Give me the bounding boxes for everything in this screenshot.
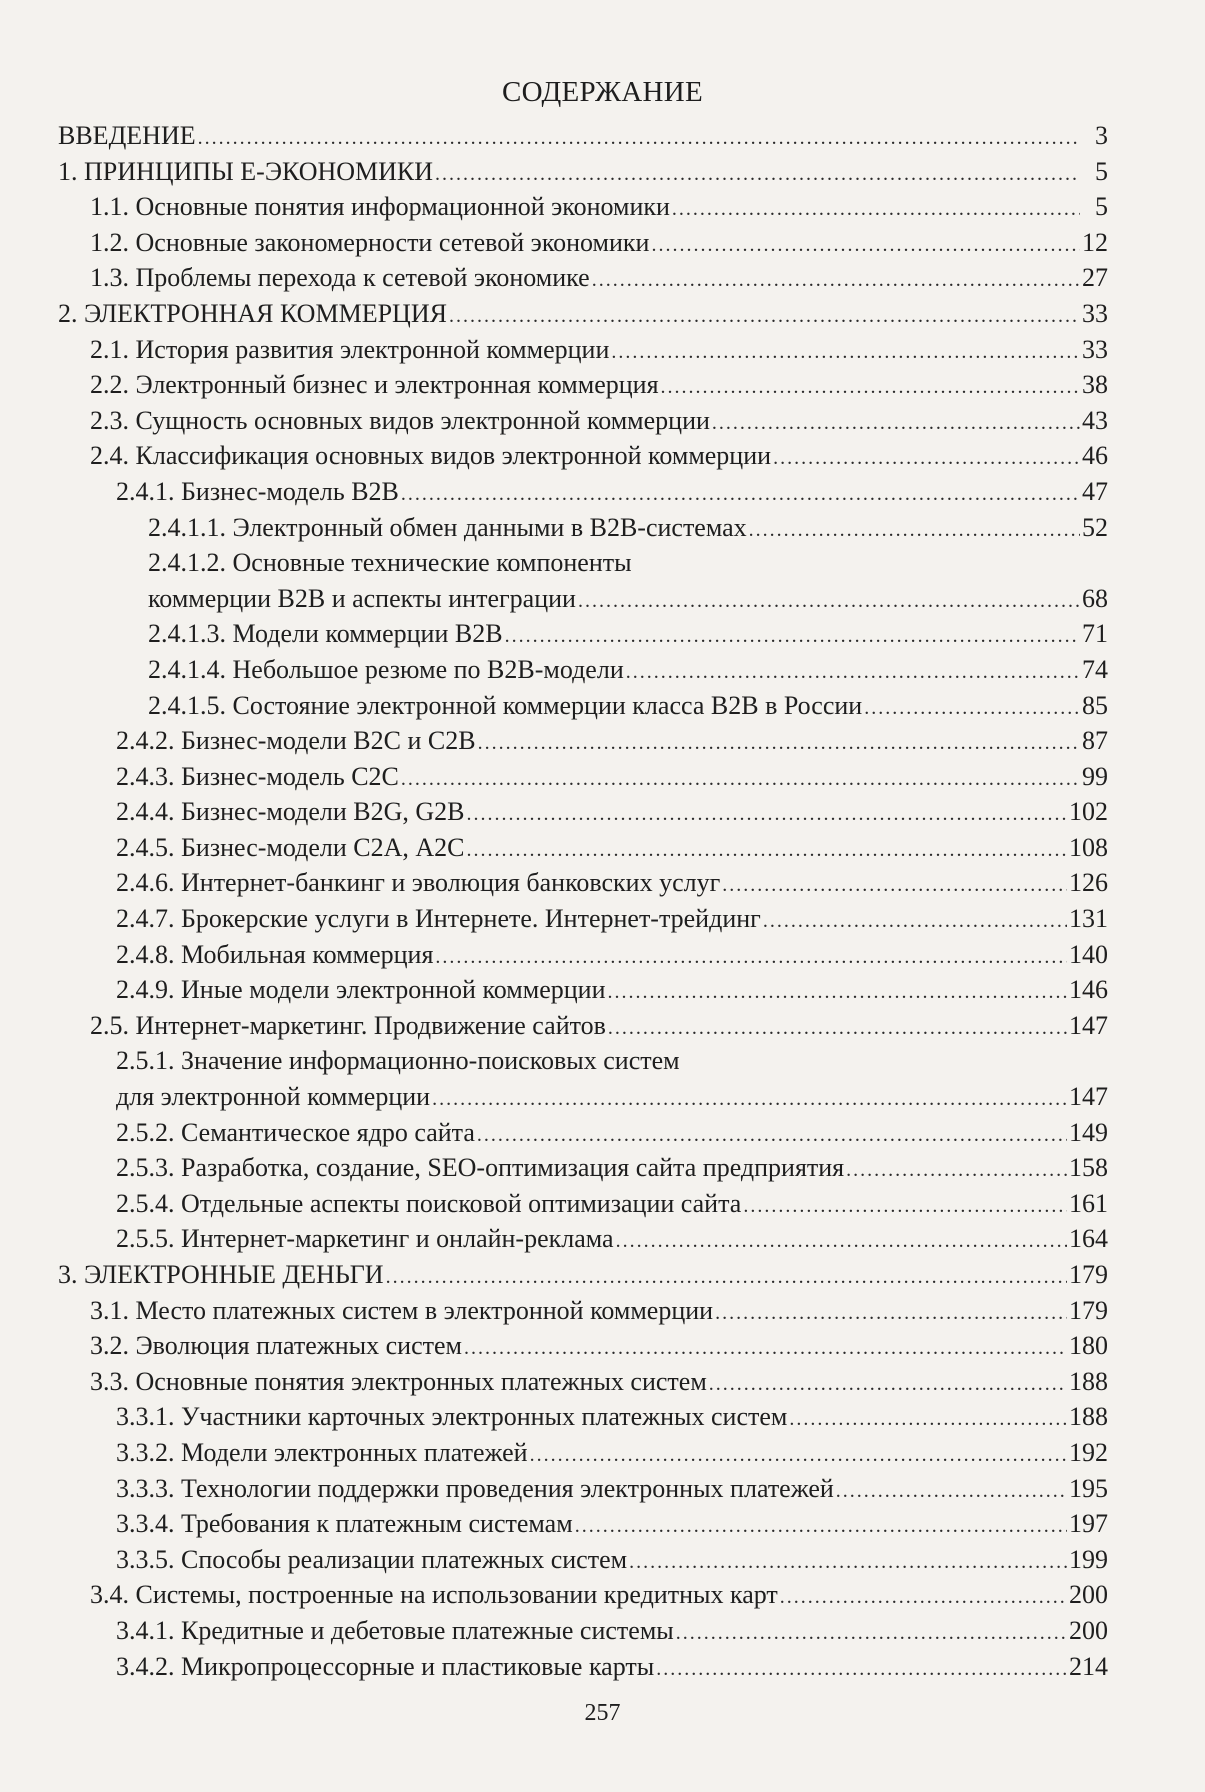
toc-entry <box>58 901 1108 937</box>
toc-page-number: 68 <box>1082 583 1108 613</box>
dot-leader <box>401 762 1080 798</box>
dot-leader <box>722 868 1067 904</box>
dot-leader <box>435 157 1080 193</box>
toc-entry-label: 2.5.5. Интернет-маркетинг и онлайн-реклама <box>116 1224 614 1254</box>
toc-entry-label: 2.4.1.4. Небольшое резюме по В2В-модели <box>148 654 624 684</box>
toc-entry <box>58 545 1108 616</box>
toc-entry <box>58 1008 1108 1044</box>
toc-entry <box>58 189 1108 225</box>
toc-entry-label: 3.3.5. Способы реализации платежных систем <box>116 1544 628 1574</box>
toc-entry-label: 2.4.9. Иные модели электронной коммерции <box>116 975 606 1005</box>
dot-leader <box>477 1118 1067 1154</box>
toc-page-number: 158 <box>1069 1153 1108 1183</box>
toc-entry-label: 3.4.1. Кредитные и дебетовые платежные системы <box>116 1615 674 1645</box>
toc-entry <box>58 1542 1108 1578</box>
dot-leader <box>626 655 1080 691</box>
toc-entry <box>58 830 1108 866</box>
dot-leader <box>846 1153 1067 1189</box>
toc-entry <box>58 972 1108 1008</box>
dot-leader <box>676 1616 1067 1652</box>
toc-page-number: 33 <box>1082 298 1108 328</box>
toc-entry <box>58 367 1108 403</box>
toc-entry-label: 2.5.4. Отдельные аспекты поисковой оптимизации сайта <box>116 1188 742 1218</box>
toc-entry <box>58 759 1108 795</box>
toc-entry-label: 3.4. Системы, построенные на использовании кредитных карт <box>90 1580 778 1610</box>
toc-entry <box>58 403 1108 439</box>
toc-entry-label: 3.3.4. Требования к платежным системам <box>116 1509 573 1539</box>
dot-leader <box>401 477 1080 513</box>
dot-leader <box>661 370 1080 406</box>
toc-page-number: 5 <box>1095 156 1108 186</box>
toc-entry-label-continued: для электронной коммерции <box>116 1082 431 1112</box>
toc-page-number: 188 <box>1069 1402 1108 1432</box>
toc-entry-label: 1.3. Проблемы перехода к сетевой экономике <box>90 263 590 293</box>
toc-entry <box>58 1435 1108 1471</box>
toc-entry-label: 3.3. Основные понятия электронных платежных систем <box>90 1366 707 1396</box>
toc-entry-label: 2.4.6. Интернет-банкинг и эволюция банковских услуг <box>116 868 721 898</box>
toc-entry-label: 2.4.5. Бизнес-модели С2А, А2С <box>116 832 465 862</box>
dot-leader <box>864 691 1080 727</box>
toc-page-number: 74 <box>1082 654 1108 684</box>
toc-entry-label-continued: коммерции В2В и аспекты интеграции <box>148 583 576 613</box>
toc-entry <box>58 510 1108 546</box>
toc-entry-label: 2.5.2. Семантическое ядро сайта <box>116 1117 475 1147</box>
toc-entry-label: 2. ЭЛЕКТРОННАЯ КОММЕРЦИЯ <box>58 298 447 328</box>
toc-page-number: 47 <box>1082 476 1108 506</box>
dot-leader <box>743 1189 1067 1225</box>
toc-page-number: 200 <box>1069 1580 1108 1610</box>
toc-entry <box>58 1186 1108 1222</box>
toc-entry-label: 3. ЭЛЕКТРОННЫЕ ДЕНЬГИ <box>58 1260 384 1289</box>
toc-page-number: 38 <box>1082 370 1108 400</box>
dot-leader <box>467 833 1067 869</box>
dot-leader <box>773 441 1080 477</box>
toc-page-number: 188 <box>1069 1366 1108 1396</box>
toc-entry-label: 2.4.1.2. Основные технические компоненты <box>148 548 632 578</box>
toc-page-number: 27 <box>1082 263 1108 293</box>
dot-leader <box>467 797 1067 833</box>
toc-page-number: 33 <box>1082 334 1108 364</box>
toc-page-number: 146 <box>1069 975 1108 1005</box>
toc-page-number: 102 <box>1069 797 1108 827</box>
toc-entry-label: 2.5.3. Разработка, создание, SEO-оптимизация сайта предприятия <box>116 1153 845 1183</box>
dot-leader <box>651 228 1080 264</box>
dot-leader <box>789 1402 1067 1438</box>
dot-leader <box>478 726 1080 762</box>
toc-page-number: 5 <box>1095 192 1108 222</box>
toc-entry <box>58 1649 1108 1685</box>
dot-leader <box>836 1474 1067 1510</box>
toc-page-number: 140 <box>1069 939 1108 969</box>
toc-page-number: 87 <box>1082 726 1108 756</box>
dot-leader <box>607 975 1067 1011</box>
toc-page-number: 126 <box>1069 868 1108 898</box>
dot-leader <box>712 406 1080 442</box>
toc-entry-label: 2.2. Электронный бизнес и электронная коммерция <box>90 370 659 400</box>
toc-entry-label: ВВЕДЕНИЕ <box>58 121 196 150</box>
toc-entry-label: 3.1. Место платежных систем в электронной коммерции <box>90 1295 714 1325</box>
toc-entry <box>58 332 1108 368</box>
toc-entry-label: 1. ПРИНЦИПЫ Е-ЭКОНОМИКИ <box>58 156 434 186</box>
toc-page-number: 85 <box>1082 690 1108 720</box>
toc-page-number: 200 <box>1069 1615 1108 1645</box>
toc-entry-label: 3.2. Эволюция платежных систем <box>90 1331 462 1361</box>
toc-page-number: 149 <box>1069 1117 1108 1147</box>
toc-entry <box>58 1257 1108 1293</box>
toc-entry-label: 3.4.2. Микропроцессорные и пластиковые карты <box>116 1651 655 1681</box>
toc-entry-label: 2.3. Сущность основных видов электронной коммерции <box>90 405 710 435</box>
toc-page-number: 164 <box>1069 1224 1108 1254</box>
toc-page-number: 195 <box>1069 1473 1108 1503</box>
toc-page-number: 199 <box>1069 1544 1108 1574</box>
page-number: 257 <box>584 1700 621 1726</box>
dot-leader <box>629 1545 1067 1581</box>
dot-leader <box>578 584 1080 620</box>
dot-leader <box>198 121 1080 157</box>
dot-leader <box>432 1082 1067 1118</box>
dot-leader <box>386 1260 1067 1296</box>
toc-entry <box>58 1115 1108 1151</box>
toc-page-number: 108 <box>1069 832 1108 862</box>
toc-entry <box>58 154 1108 190</box>
toc-entry-label: 3.3.1. Участники карточных электронных платежных систем <box>116 1402 788 1432</box>
toc-page-number: 52 <box>1082 512 1108 542</box>
toc-page-number: 180 <box>1069 1331 1108 1361</box>
toc-entry-label: 2.4.4. Бизнес-модели B2G, G2B <box>116 797 465 827</box>
page-title: СОДЕРЖАНИЕ <box>502 76 703 108</box>
table-of-contents <box>58 118 1108 1684</box>
dot-leader <box>575 1509 1067 1545</box>
toc-entry <box>58 118 1108 154</box>
toc-entry-label: 2.4.8. Мобильная коммерция <box>116 939 434 969</box>
toc-page-number: 179 <box>1069 1295 1108 1325</box>
toc-entry-label: 2.4.7. Брокерские услуги в Интернете. Интернет-трейдинг <box>116 904 761 934</box>
toc-entry <box>58 616 1108 652</box>
toc-entry <box>58 1043 1108 1114</box>
toc-page-number: 99 <box>1082 761 1108 791</box>
dot-leader <box>608 1011 1067 1047</box>
toc-entry-label: 2.1. История развития электронной коммерции <box>90 334 610 364</box>
dot-leader <box>449 299 1080 335</box>
dot-leader <box>505 619 1080 655</box>
toc-page-number: 161 <box>1069 1188 1108 1218</box>
dot-leader <box>464 1331 1067 1367</box>
toc-entry <box>58 688 1108 724</box>
dot-leader <box>709 1367 1067 1403</box>
toc-entry <box>58 794 1108 830</box>
toc-entry-label: 2.4.3. Бизнес-модель С2С <box>116 761 399 791</box>
toc-entry-label: 2.4.1.3. Модели коммерции В2В <box>148 619 503 649</box>
dot-leader <box>672 192 1080 228</box>
toc-entry <box>58 438 1108 474</box>
toc-entry <box>58 937 1108 973</box>
toc-entry-label: 1.2. Основные закономерности сетевой экономики <box>90 227 650 257</box>
toc-page-number: 46 <box>1082 441 1108 471</box>
toc-entry <box>58 1506 1108 1542</box>
toc-entry <box>58 225 1108 261</box>
toc-page-number: 12 <box>1082 227 1108 257</box>
toc-entry <box>58 865 1108 901</box>
toc-entry-label: 2.4. Классификация основных видов электронной коммерции <box>90 441 772 471</box>
toc-entry-label: 2.4.1.1. Электронный обмен данными в В2В-системах <box>148 512 747 542</box>
dot-leader <box>656 1652 1067 1688</box>
toc-entry-label: 3.3.2. Модели электронных платежей <box>116 1437 528 1467</box>
toc-entry-label: 2.4.1.5. Состояние электронной коммерции класса В2В в России <box>148 690 863 720</box>
toc-entry-label: 3.3.3. Технологии поддержки проведения электронных платежей <box>116 1473 834 1503</box>
toc-page-number: 192 <box>1069 1437 1108 1467</box>
toc-entry <box>58 1328 1108 1364</box>
toc-entry <box>58 1399 1108 1435</box>
toc-page-number: 3 <box>1095 121 1108 150</box>
toc-entry <box>58 1150 1108 1186</box>
dot-leader <box>763 904 1067 940</box>
toc-entry-label: 2.4.1. Бизнес-модель В2В <box>116 476 399 506</box>
toc-entry <box>58 1613 1108 1649</box>
dot-leader <box>611 335 1080 371</box>
toc-entry-label: 1.1. Основные понятия информационной экономики <box>90 192 670 222</box>
toc-entry-label: 2.5.1. Значение информационно-поисковых систем <box>116 1046 680 1076</box>
toc-page-number: 147 <box>1069 1010 1108 1040</box>
toc-page-number: 197 <box>1069 1509 1108 1539</box>
dot-leader <box>749 513 1080 549</box>
toc-entry <box>58 474 1108 510</box>
dot-leader <box>435 940 1067 976</box>
toc-entry <box>58 652 1108 688</box>
toc-entry <box>58 1293 1108 1329</box>
toc-page-number: 214 <box>1069 1651 1108 1681</box>
toc-page-number: 179 <box>1069 1260 1108 1289</box>
toc-entry <box>58 1577 1108 1613</box>
toc-page-number: 43 <box>1082 405 1108 435</box>
toc-page-number: 147 <box>1069 1082 1108 1112</box>
dot-leader <box>780 1580 1067 1616</box>
toc-entry <box>58 723 1108 759</box>
dot-leader <box>616 1224 1067 1260</box>
toc-entry <box>58 1471 1108 1507</box>
toc-entry <box>58 260 1108 296</box>
dot-leader <box>715 1296 1067 1332</box>
toc-page-number: 71 <box>1082 619 1108 649</box>
toc-entry <box>58 1221 1108 1257</box>
toc-entry <box>58 296 1108 332</box>
toc-entry <box>58 1364 1108 1400</box>
toc-entry-label: 2.5. Интернет-маркетинг. Продвижение сайтов <box>90 1010 606 1040</box>
dot-leader <box>530 1438 1067 1474</box>
toc-page-number: 131 <box>1069 904 1108 934</box>
toc-entry-label: 2.4.2. Бизнес-модели В2С и С2В <box>116 726 476 756</box>
dot-leader <box>592 263 1080 299</box>
